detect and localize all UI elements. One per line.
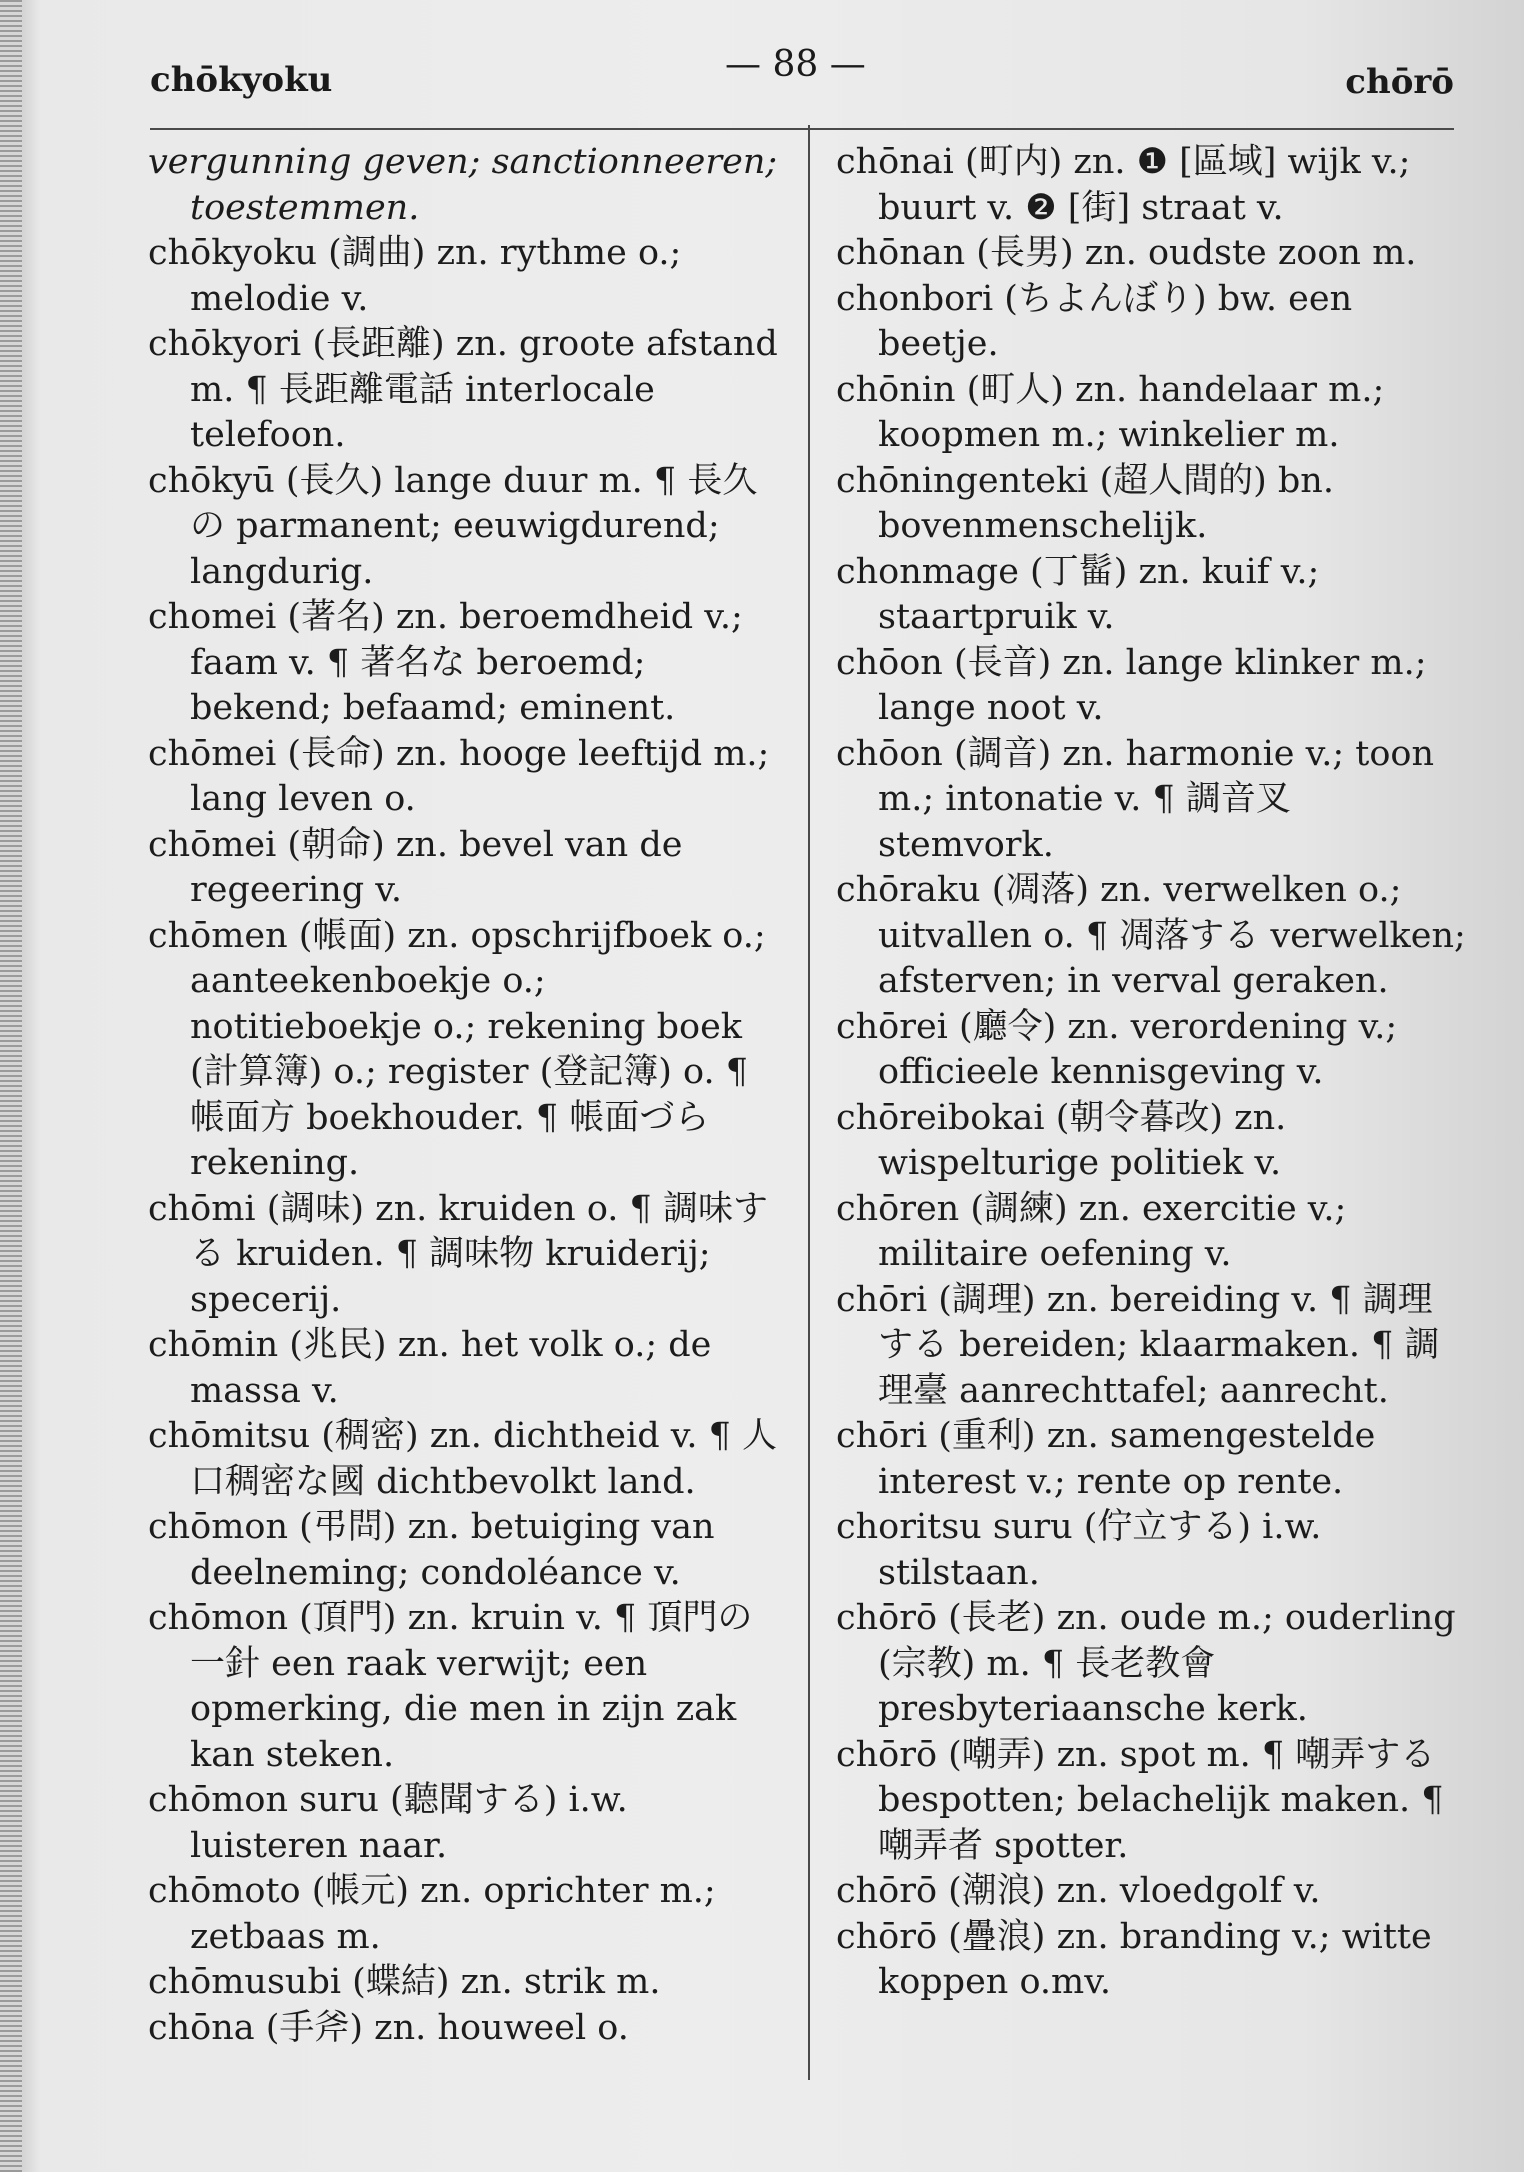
header-left-guide-word: chōkyoku xyxy=(150,60,333,100)
dictionary-entry: chōrō (疊浪) zn. branding v.; witte koppen o.mv. xyxy=(836,1916,1432,2002)
dictionary-entry: chōna (手斧) zn. houweel o. xyxy=(148,2007,629,2048)
dictionary-entry: chōmon (弔問) zn. betuiging van deelneming; condoléance v. xyxy=(148,1507,715,1593)
dictionary-entry: chōon (長音) zn. lange klinker m.; lange noot v. xyxy=(836,642,1427,728)
dictionary-entry: chōrō (嘲弄) zn. spot m. ¶ 嘲弄する bespotten; belachelijk maken. ¶ 嘲弄者 spotter. xyxy=(836,1734,1444,1866)
dictionary-entry: chōmen (帳面) zn. opschrijfboek o.; aanteekenboekje o.; notitieboekje o.; rekening boek (計算簿) o.; register (登記簿) o. ¶ 帳面方 boekhouder. ¶ 帳面づら rekening. xyxy=(148,915,766,1183)
dictionary-entry: chōmoto (帳元) zn. oprichter m.; zetbaas m. xyxy=(148,1871,716,1957)
header-rule xyxy=(150,128,1454,130)
book-binding xyxy=(0,0,22,2172)
dictionary-entry: chōningenteki (超人間的) bn. bovenmenschelijk. xyxy=(836,460,1334,546)
dictionary-entry: chōmon (頂門) zn. kruin v. ¶ 頂門の一針 een raak verwijt; een opmerking, die men in zijn zak kan steken. xyxy=(148,1598,753,1775)
header-right-guide-word: chōrō xyxy=(1345,62,1454,102)
dictionary-entry: chōrei (廳令) zn. verordening v.; officieele kennisgeving v. xyxy=(836,1006,1398,1092)
dictionary-entry: chōon (調音) zn. harmonie v.; toon m.; intonatie v. ¶ 調音叉 stemvork. xyxy=(836,733,1435,865)
right-column xyxy=(836,140,1466,2092)
dictionary-entry: chōrō (長老) zn. oude m.; ouderling (宗教) m. ¶ 長老教會 presbyteriaansche kerk. xyxy=(836,1598,1456,1729)
dictionary-entry: chōmi (調味) zn. kruiden o. ¶ 調味する kruiden. ¶ 調味物 kruiderij; specerij. xyxy=(148,1188,768,1320)
page-number: — 88 — xyxy=(725,44,866,85)
dictionary-entry: chomei (著名) zn. beroemdheid v.; faam v. ¶ 著名な beroemd; bekend; befaamd; eminent. xyxy=(148,597,743,728)
dictionary-entry: vergunning geven; sanctionneeren; toestemmen. xyxy=(148,142,778,228)
dictionary-entry: chōnai (町内) zn. ❶ [區域] wijk v.; buurt v. ❷ [街] straat v. xyxy=(836,142,1411,228)
dictionary-entry: chōraku (凋落) zn. verwelken o.; uitvallen o. ¶ 凋落する verwelken; afsterven; in verval geraken. xyxy=(836,870,1466,1001)
left-column xyxy=(148,140,778,2092)
dictionary-entry: chōkyū (長久) lange duur m. ¶ 長久の parmanent; eeuwigdurend; langdurig. xyxy=(148,460,758,592)
dictionary-entry: chōnan (長男) zn. oudste zoon m. xyxy=(836,233,1417,273)
dictionary-entry: choritsu suru (佇立する) i.w. stilstaan. xyxy=(836,1507,1322,1593)
dictionary-entry: chōri (重利) zn. samengestelde interest v.; rente op rente. xyxy=(836,1416,1376,1502)
dictionary-entry: chōri (調理) zn. bereiding v. ¶ 調理する bereiden; klaarmaken. ¶ 調理臺 aanrechttafel; aanrecht. xyxy=(836,1279,1440,1411)
dictionary-entry: chōmei (朝命) zn. bevel van de regeering v. xyxy=(148,824,683,910)
dictionary-entry: chōmitsu (稠密) zn. dichtheid v. ¶ 人口稠密な國 dichtbevolkt land. xyxy=(148,1416,778,1502)
dictionary-entry: chōkyori (長距離) zn. groote afstand m. ¶ 長距離電話 interlocale telefoon. xyxy=(148,324,778,455)
dictionary-entry: chōmon suru (聽聞する) i.w. luisteren naar. xyxy=(148,1780,628,1866)
dictionary-entry: chōmusubi (蝶結) zn. strik m. xyxy=(148,1962,661,2002)
dictionary-entry: chōmei (長命) zn. hooge leeftijd m.; lang leven o. xyxy=(148,733,770,819)
dictionary-entry: chōreibokai (朝令暮改) zn. wispelturige politiek v. xyxy=(836,1097,1287,1183)
dictionary-entry: chōren (調練) zn. exercitie v.; militaire oefening v. xyxy=(836,1188,1347,1274)
column-divider xyxy=(808,125,810,2080)
dictionary-entry: chōrō (潮浪) zn. vloedgolf v. xyxy=(836,1871,1321,1911)
page-header xyxy=(150,40,1454,110)
dictionary-entry: chonmage (丁髷) zn. kuif v.; staartpruik v. xyxy=(836,551,1320,637)
dictionary-entry: chonbori (ちよんぼり) bw. een beetje. xyxy=(836,278,1353,364)
dictionary-entry: chōmin (兆民) zn. het volk o.; de massa v. xyxy=(148,1325,712,1411)
dictionary-entry: chōkyoku (調曲) zn. rythme o.; melodie v. xyxy=(148,233,682,319)
dictionary-entry: chōnin (町人) zn. handelaar m.; koopmen m.; winkelier m. xyxy=(836,369,1385,455)
